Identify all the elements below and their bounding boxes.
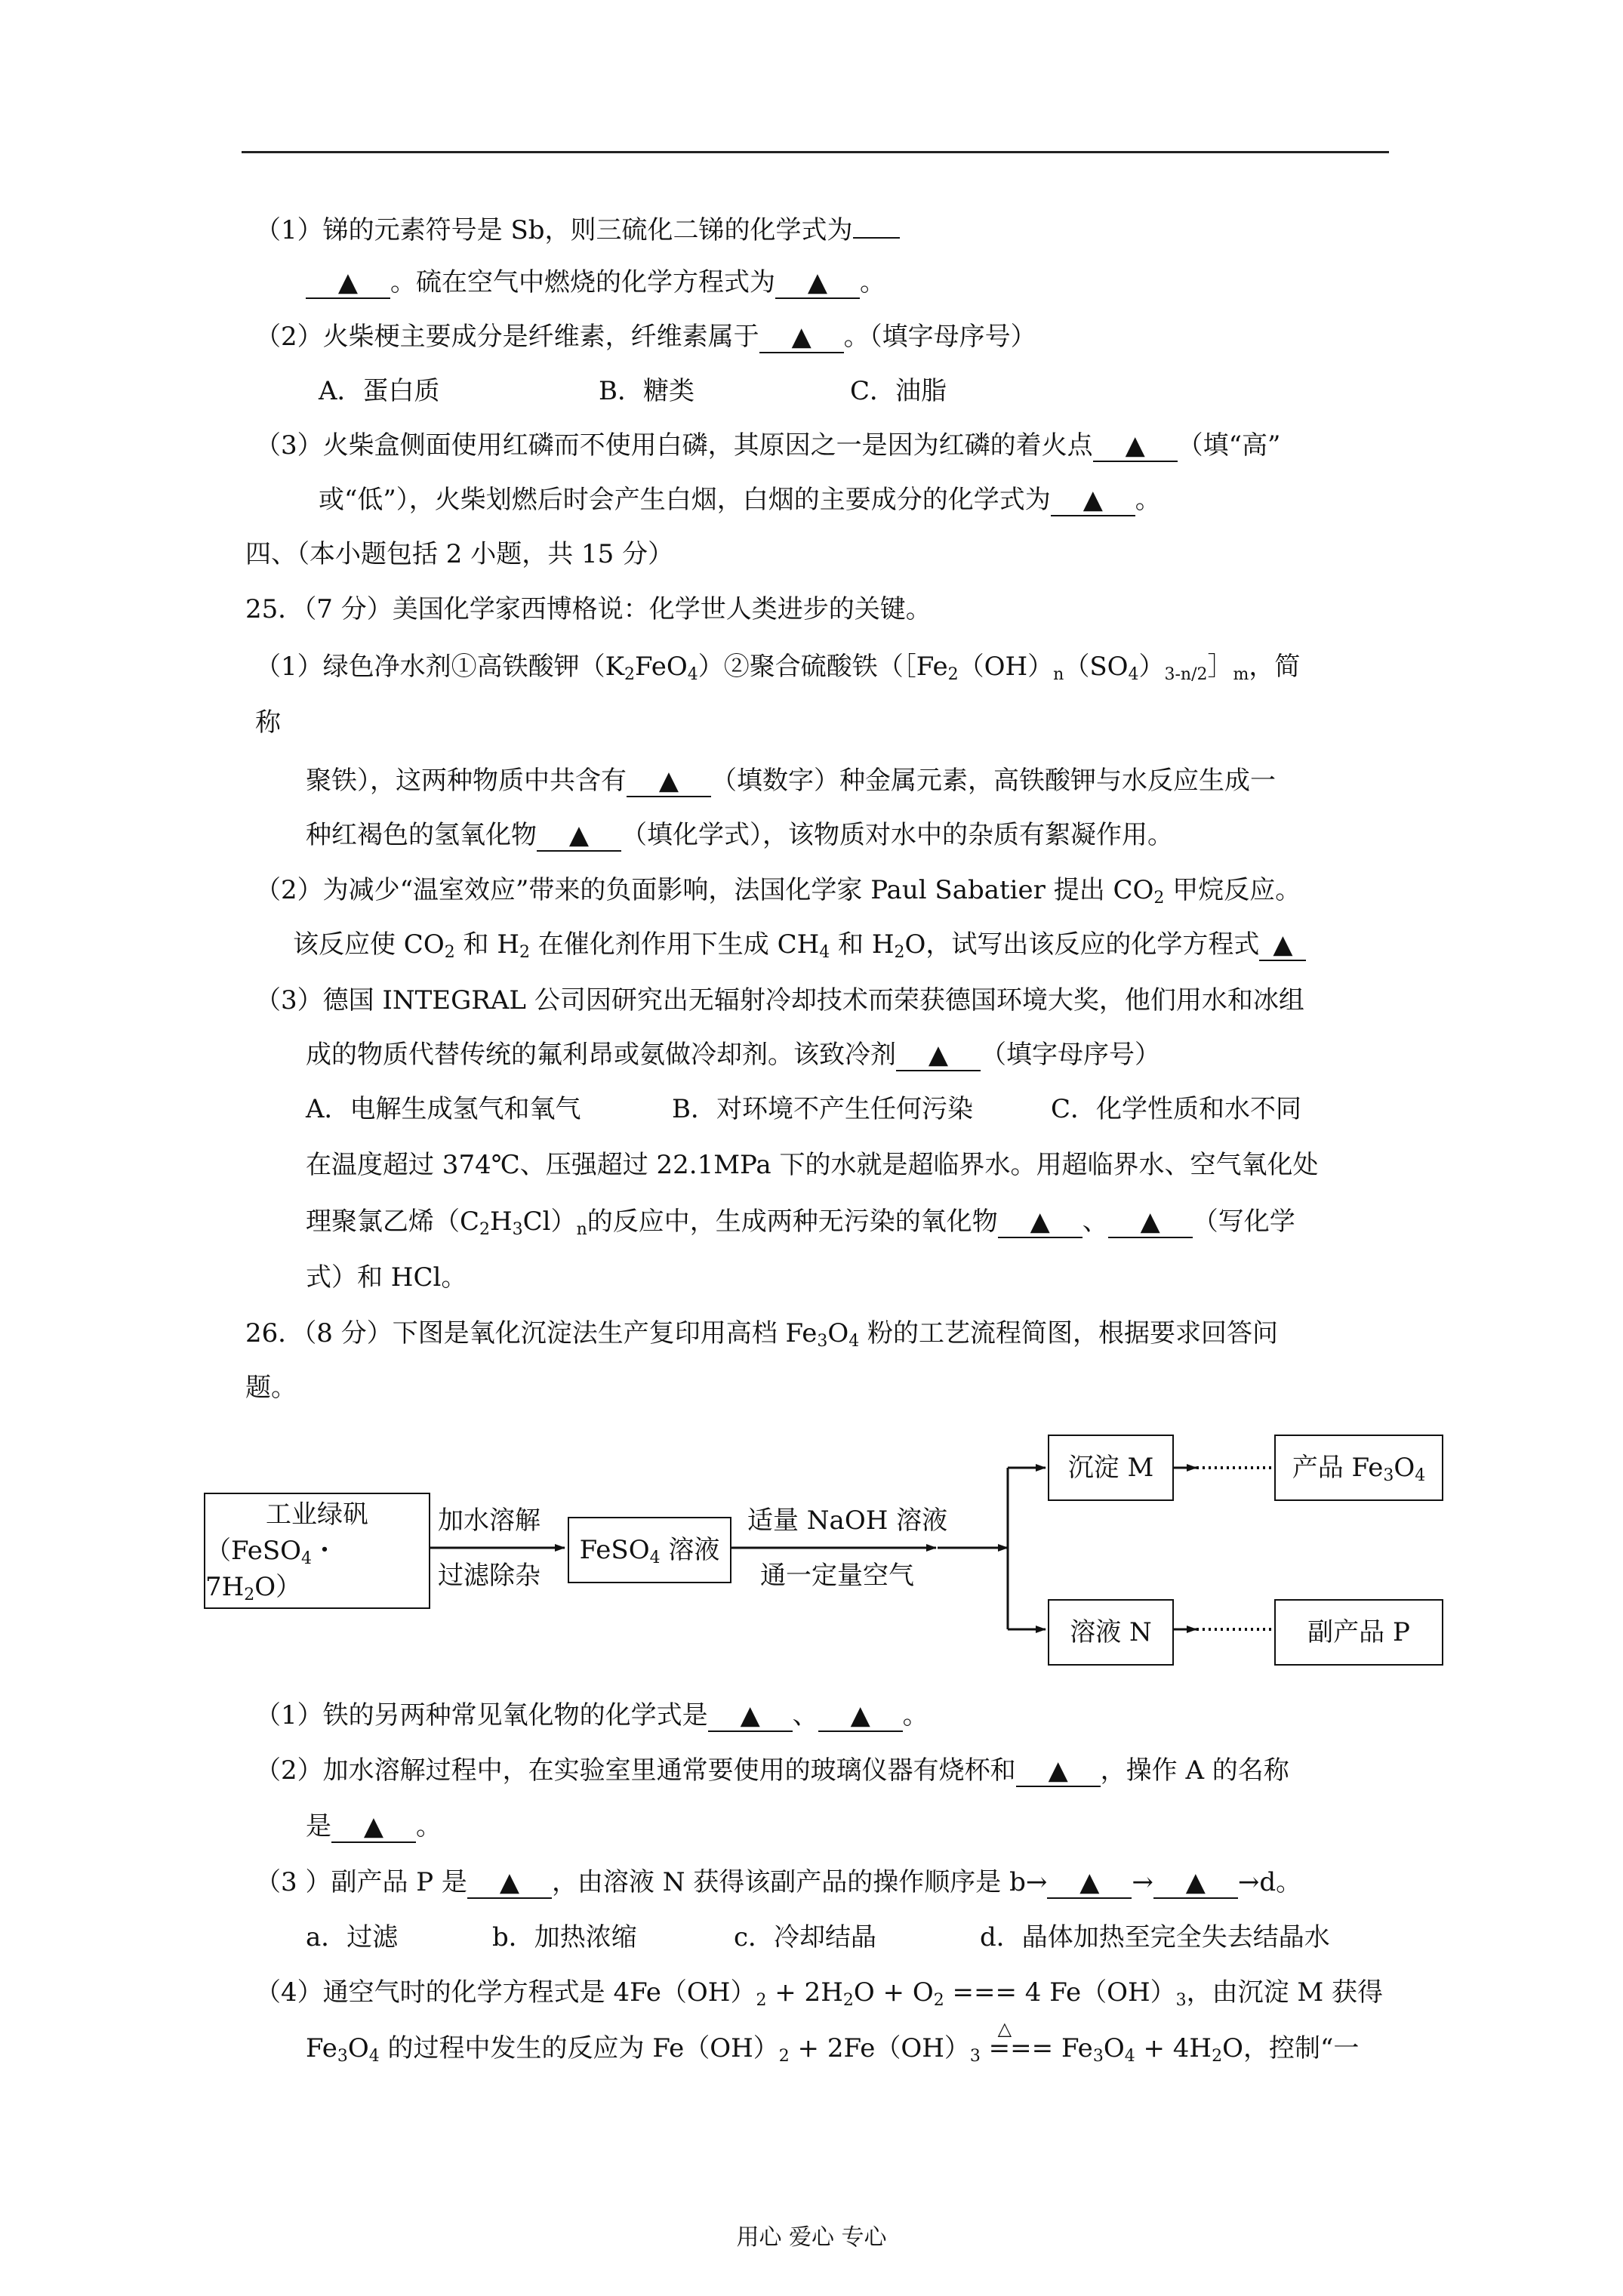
q24-option-b: B．糖类 xyxy=(599,376,694,406)
flow-box-byproduct: 副产品 P xyxy=(1274,1599,1443,1666)
q26-part3: （3 ）副产品 P 是 ▲ ，由溶液 N 获得该副产品的操作顺序是 b→ ▲ → ▲ →d。 xyxy=(255,1867,1302,1897)
answer-blank: ▲ xyxy=(818,1700,903,1732)
q24-part1-line1: （1）锑的元素符号是 Sb，则三硫化二锑的化学式为 xyxy=(255,214,900,247)
flow-box-raw-material: 工业绿矾 （FeSO$_4$・$7H_2O$） xyxy=(204,1493,430,1609)
q26-part4-line2: $Fe_3O_4$ 的过程中发生的反应为 $Fe(OH)_2 + 2Fe(OH)_3$ △ === $Fe_3O_4 + 4H_2O$，控制“一 xyxy=(306,2018,1360,2066)
flow-box-solution-n: 溶液 N xyxy=(1048,1599,1174,1666)
q25-option-c: C．化学性质和水不同 xyxy=(1051,1094,1302,1124)
answer-blank: ▲ xyxy=(627,766,711,797)
answer-blank: ▲ xyxy=(1047,1867,1132,1899)
section-heading: 四、（本小题包括 2 小题，共 15 分） xyxy=(245,539,674,569)
answer-blank: ▲ xyxy=(467,1867,552,1899)
q24-option-c: C．油脂 xyxy=(850,376,947,406)
arrow1-label-bottom: 过滤除杂 xyxy=(438,1561,540,1591)
answer-blank: ▲ xyxy=(775,267,860,299)
answer-blank: ▲ xyxy=(331,1811,416,1843)
q25-part4-line3: 式）和 HCl。 xyxy=(306,1262,467,1293)
q26-option-d: d．晶体加热至完全失去结晶水 xyxy=(980,1922,1330,1952)
answer-blank: ▲ xyxy=(708,1700,793,1732)
q26-option-c: c．冷却结晶 xyxy=(734,1922,877,1952)
q25-option-b: B．对环境不产生任何污染 xyxy=(672,1094,973,1124)
answer-blank: ▲ xyxy=(998,1207,1083,1238)
answer-blank: ▲ xyxy=(1016,1755,1101,1787)
q25-part3-line1: （3）德国 INTEGRAL 公司因研究出无辐射冷却技术而荣获德国环境大奖，他们用水和冰组 xyxy=(255,985,1304,1015)
q25-part1-line1: （1）绿色净水剂①高铁酸钾$(K_2FeO_4)②$聚合硫酸铁（$[Fe_2(OH)_n(SO_4)_{3-n/2}]_m$，简 xyxy=(255,652,1301,684)
q24-part1-line2: ▲ 。硫在空气中燃烧的化学方程式为 ▲ 。 xyxy=(306,266,885,299)
q26-option-a: a．过滤 xyxy=(306,1922,399,1952)
answer-blank: ▲ xyxy=(1108,1207,1193,1238)
q24-part3-line1: （3）火柴盒侧面使用红磷而不使用白磷，其原因之一是因为红磷的着火点 ▲ （填“高” xyxy=(255,430,1281,461)
q24-option-a: A．蛋白质 xyxy=(319,376,440,406)
q25-option-a: A．电解生成氢气和氧气 xyxy=(306,1094,581,1124)
answer-blank: ▲ xyxy=(1153,1867,1238,1899)
arrow2-label-bottom: 通一定量空气 xyxy=(760,1561,914,1591)
answer-blank: ▲ xyxy=(1093,430,1178,462)
answer-blank: ▲ xyxy=(306,267,390,299)
arrow2-label-top: 适量 NaOH 溶液 xyxy=(747,1505,948,1536)
answer-blank: ▲ xyxy=(1259,929,1306,961)
heating-equals-sign: △ === xyxy=(988,2018,1054,2063)
q25-part1-line2: 称 xyxy=(255,707,281,738)
flow-box-precipitate-m: 沉淀 M xyxy=(1048,1435,1174,1501)
flow-box-feso4-solution: FeSO$_4$ 溶液 xyxy=(568,1517,731,1583)
answer-blank: ▲ xyxy=(759,322,844,353)
q26-option-b: b．加热浓缩 xyxy=(492,1922,637,1952)
q25-part3-line2: 成的物质代替传统的氟利昂或氨做冷却剂。该致冷剂 ▲ （填字母序号） xyxy=(306,1040,1160,1070)
q26-part2-line1: （2）加水溶解过程中，在实验室里通常要使用的玻璃仪器有烧杯和 ▲ ，操作 A 的名称 xyxy=(255,1755,1289,1786)
q25-part4-line2: 理聚氯乙烯$(C_2H_3Cl)_n$的反应中，生成两种无污染的氧化物 ▲ 、 ▲ （写化学 xyxy=(306,1207,1295,1239)
q26-part4-line1: （4）通空气时的化学方程式是 $4Fe(OH)_2 + 2H_2O + O_2$ === 4 $Fe(OH)_3$，由沉淀 M 获得 xyxy=(255,1977,1384,2010)
q25-part4-line1: 在温度超过 374℃、压强超过 22.1MPa 下的水就是超临界水。用超临界水、空气氧化处 xyxy=(306,1150,1319,1180)
q26-part1: （1）铁的另两种常见氧化物的化学式是 ▲ 、 ▲ 。 xyxy=(255,1700,929,1730)
flow-box-product: 产品 $Fe_3O_4$ xyxy=(1274,1435,1443,1501)
q24-part2: （2）火柴梗主要成分是纤维素，纤维素属于 ▲ 。（填字母序号） xyxy=(255,322,1036,352)
q25-title: 25．（7 分）美国化学家西博格说：化学世人类进步的关键。 xyxy=(245,594,932,624)
q25-part2-line2: 该反应使 $CO_2$ 和 $H_2$ 在催化剂作用下生成 $CH_4$ 和 $H_2O$，试写出该反应的化学方程式 ▲ xyxy=(293,928,1306,961)
q25-part2-line1: （2）为减少“温室效应”带来的负面影响，法国化学家 Paul Sabatier 提出 $CO_2$ 甲烷反应。 xyxy=(255,875,1301,908)
q26-part2-line2: 是 ▲ 。 xyxy=(306,1811,442,1841)
q25-part1-line3: 聚铁），这两种物质中共含有 ▲ （填数字）种金属元素，高铁酸钾与水反应生成一 xyxy=(306,766,1276,796)
page-footer: 用心 爱心 专心 xyxy=(736,2224,887,2251)
arrow1-label-top: 加水溶解 xyxy=(438,1505,540,1536)
answer-blank: ▲ xyxy=(896,1040,981,1071)
answer-blank: ▲ xyxy=(1051,485,1135,516)
q26-title-line2: 题。 xyxy=(245,1373,297,1403)
answer-blank: ▲ xyxy=(537,820,621,852)
q25-part1-line4: 种红褐色的氢氧化物 ▲ （填化学式），该物质对水中的杂质有絮凝作用。 xyxy=(306,820,1173,850)
q24-part3-line2: 或“低”），火柴划燃后时会产生白烟，白烟的主要成分的化学式为 ▲ 。 xyxy=(319,485,1161,515)
q26-title-line1: 26．（8 分）下图是氧化沉淀法生产复印用高档 $Fe_3O_4$ 粉的工艺流程简图，根据要求回答问 xyxy=(245,1318,1279,1351)
